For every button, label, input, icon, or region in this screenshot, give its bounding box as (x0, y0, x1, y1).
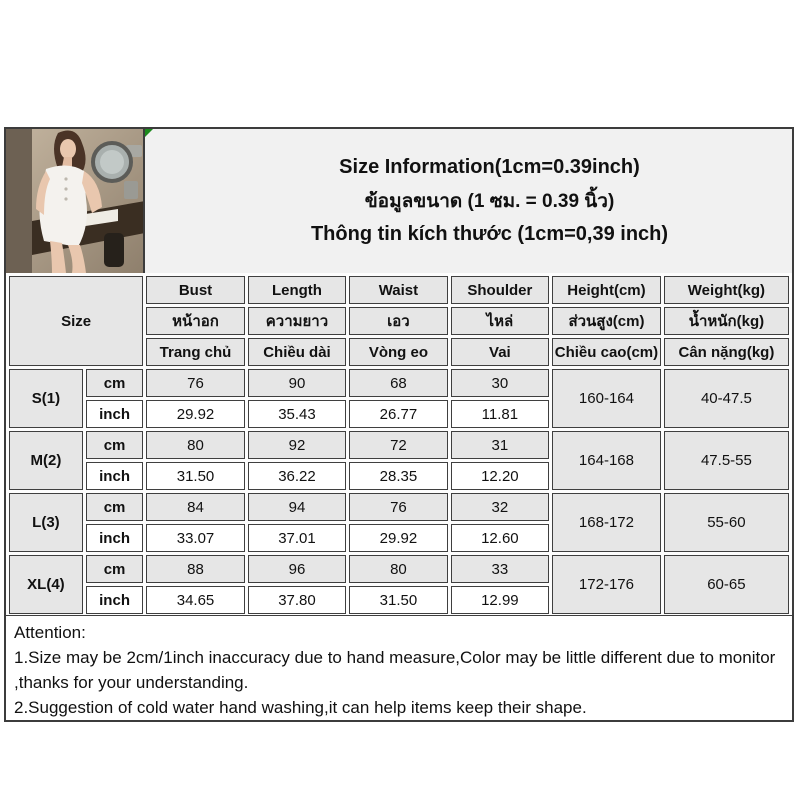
cell-s-waist-inch: 26.77 (349, 400, 447, 428)
table-row-s-cm (9, 369, 789, 397)
unit-cm: cm (86, 493, 143, 521)
cell-m-shoulder-cm: 31 (451, 431, 549, 459)
cell-s-shoulder-inch: 11.81 (451, 400, 549, 428)
page-title-thai: ข้อมูลขนาด (1 ซม. = 0.39 นิ้ว) (364, 191, 615, 212)
col-header-waist: Waist (349, 276, 447, 304)
col-header-bust-vi: Trang chủ (146, 338, 244, 366)
cell-xl-shoulder-cm: 33 (451, 555, 549, 583)
size-table-wrap (6, 273, 792, 617)
product-photo-illustration (6, 129, 145, 273)
attention-note-1: 1.Size may be 2cm/1inch inaccuracy due to hand measure,Color may be little different due to monitor ,thanks for your understanding. (14, 648, 776, 692)
col-header-height-vi: Chiều cao(cm) (552, 338, 661, 366)
cell-s-length-cm: 90 (248, 369, 346, 397)
cell-s-length-inch: 35.43 (248, 400, 346, 428)
cell-xl-height: 172-176 (552, 555, 661, 614)
size-table (6, 273, 792, 617)
unit-inch: inch (86, 586, 143, 614)
cell-m-length-inch: 36.22 (248, 462, 346, 490)
unit-inch: inch (86, 400, 143, 428)
cell-m-length-cm: 92 (248, 431, 346, 459)
attention-box (6, 615, 792, 720)
cell-m-waist-cm: 72 (349, 431, 447, 459)
cell-l-height: 168-172 (552, 493, 661, 552)
cell-m-bust-inch: 31.50 (146, 462, 244, 490)
header-band (6, 129, 792, 273)
cell-l-shoulder-cm: 32 (451, 493, 549, 521)
cell-l-shoulder-inch: 12.60 (451, 524, 549, 552)
col-header-bust: Bust (146, 276, 244, 304)
col-header-height-th: ส่วนสูง(cm) (552, 307, 661, 335)
cell-xl-length-cm: 96 (248, 555, 346, 583)
cell-s-bust-inch: 29.92 (146, 400, 244, 428)
size-label-l: L(3) (9, 493, 83, 552)
unit-inch: inch (86, 524, 143, 552)
cell-s-height: 160-164 (552, 369, 661, 428)
attention-note-2: 2.Suggestion of cold water hand washing,it can help items keep their shape. (14, 698, 587, 717)
cell-l-waist-inch: 29.92 (349, 524, 447, 552)
cell-s-weight: 40-47.5 (664, 369, 789, 428)
col-header-bust-th: หน้าอก (146, 307, 244, 335)
col-header-height: Height(cm) (552, 276, 661, 304)
col-header-length-vi: Chiều dài (248, 338, 346, 366)
unit-cm: cm (86, 555, 143, 583)
size-label-m: M(2) (9, 431, 83, 490)
cell-l-length-cm: 94 (248, 493, 346, 521)
col-header-waist-th: เอว (349, 307, 447, 335)
cell-l-weight: 55-60 (664, 493, 789, 552)
unit-cm: cm (86, 431, 143, 459)
cell-xl-weight: 60-65 (664, 555, 789, 614)
table-row-xl-cm (9, 555, 789, 583)
header-row-en (9, 276, 789, 304)
table-row-l-cm (9, 493, 789, 521)
table-row-m-cm (9, 431, 789, 459)
col-header-shoulder: Shoulder (451, 276, 549, 304)
title-block (145, 129, 792, 273)
attention-label: Attention: (14, 623, 86, 642)
trash-bin-icon (104, 233, 124, 267)
col-header-shoulder-th: ไหล่ (451, 307, 549, 335)
size-header-cell: Size (9, 276, 143, 366)
cell-m-shoulder-inch: 12.20 (451, 462, 549, 490)
size-chart-content (4, 127, 794, 722)
size-label-xl: XL(4) (9, 555, 83, 614)
unit-cm: cm (86, 369, 143, 397)
cell-m-height: 164-168 (552, 431, 661, 490)
size-label-s: S(1) (9, 369, 83, 428)
cell-s-shoulder-cm: 30 (451, 369, 549, 397)
cell-l-bust-cm: 84 (146, 493, 244, 521)
page-title-vietnamese: Thông tin kích thước (1cm=0,39 inch) (310, 223, 669, 245)
cell-l-waist-cm: 76 (349, 493, 447, 521)
col-header-shoulder-vi: Vai (451, 338, 549, 366)
col-header-weight-vi: Cân nặng(kg) (664, 338, 789, 366)
product-photo (6, 129, 145, 273)
col-header-weight: Weight(kg) (664, 276, 789, 304)
col-header-weight-th: น้ำหนัก(kg) (664, 307, 789, 335)
cell-xl-waist-inch: 31.50 (349, 586, 447, 614)
cell-xl-length-inch: 37.80 (248, 586, 346, 614)
cell-m-bust-cm: 80 (146, 431, 244, 459)
cell-l-length-inch: 37.01 (248, 524, 346, 552)
cell-xl-bust-cm: 88 (146, 555, 244, 583)
col-header-waist-vi: Vòng eo (349, 338, 447, 366)
cell-m-waist-inch: 28.35 (349, 462, 447, 490)
cell-xl-waist-cm: 80 (349, 555, 447, 583)
cell-xl-bust-inch: 34.65 (146, 586, 244, 614)
cell-s-bust-cm: 76 (146, 369, 244, 397)
unit-inch: inch (86, 462, 143, 490)
cell-m-weight: 47.5-55 (664, 431, 789, 490)
page-title: Size Information(1cm=0.39inch) (339, 156, 640, 178)
col-header-length-th: ความยาว (248, 307, 346, 335)
cell-l-bust-inch: 33.07 (146, 524, 244, 552)
col-header-length: Length (248, 276, 346, 304)
cell-s-waist-cm: 68 (349, 369, 447, 397)
cell-xl-shoulder-inch: 12.99 (451, 586, 549, 614)
